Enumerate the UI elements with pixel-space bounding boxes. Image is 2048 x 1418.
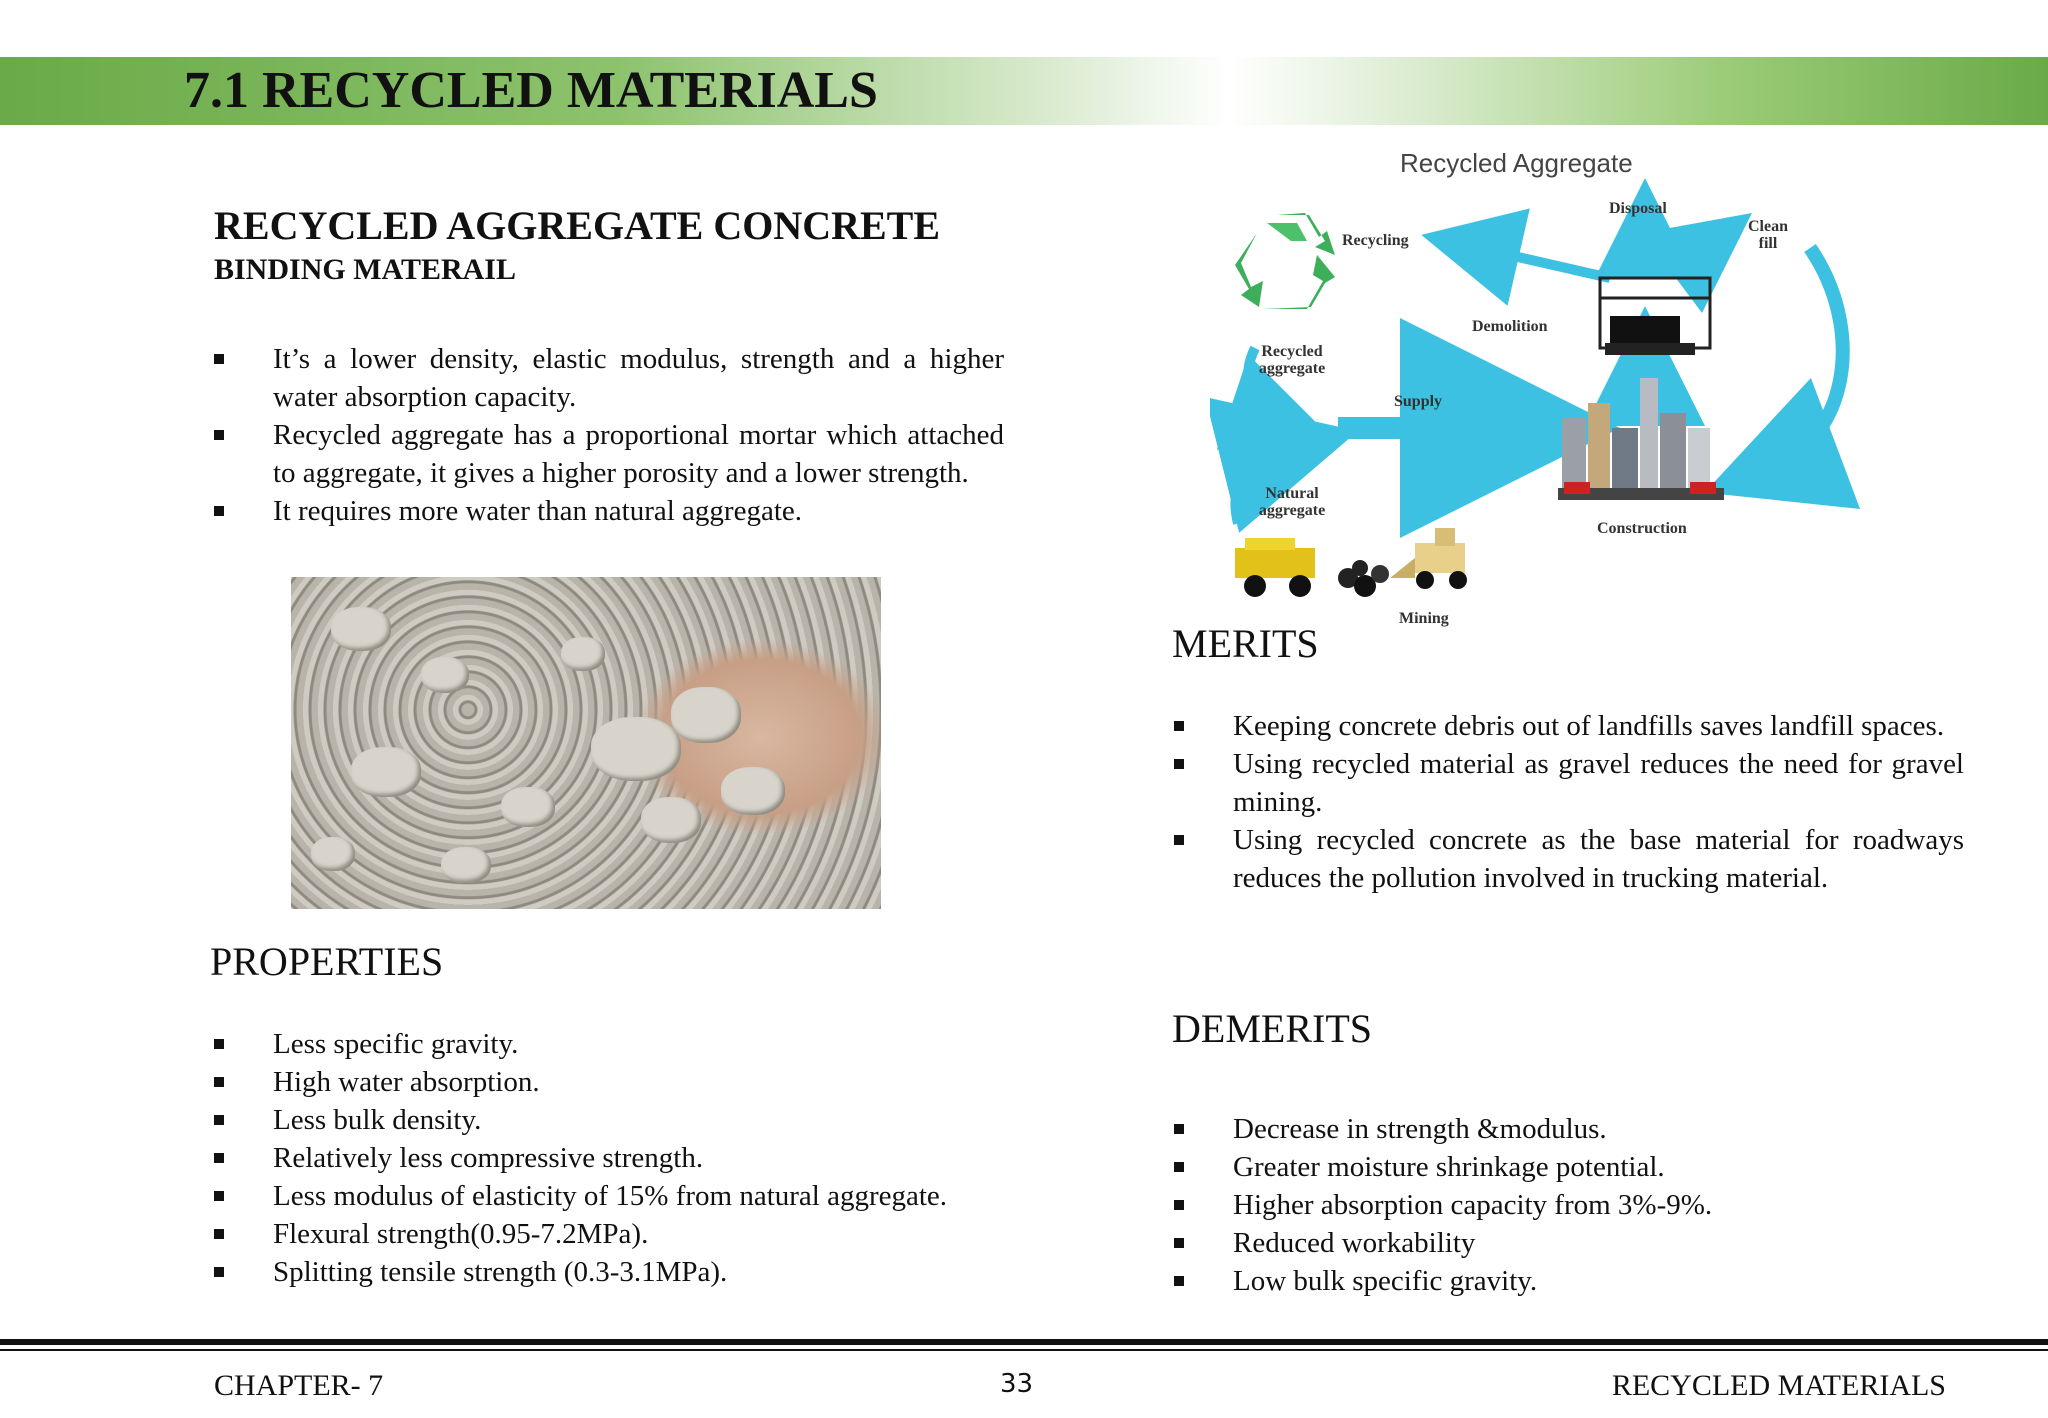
bullet-icon: [1174, 1276, 1184, 1286]
properties-list: [214, 1025, 1034, 1291]
intro-bullet-list: [214, 340, 1004, 530]
merits-heading: MERITS: [1172, 621, 1319, 666]
list-item: Less bulk density.: [214, 1101, 1034, 1139]
section-heading: RECYCLED AGGREGATE CONCRETE: [214, 203, 941, 248]
diagram-label-mining: Mining: [1399, 610, 1449, 627]
diagram-title: Recycled Aggregate: [1400, 148, 1633, 178]
list-item: High water absorption.: [214, 1063, 1034, 1101]
list-item: Higher absorption capacity from 3%-9%.: [1174, 1186, 1964, 1224]
page-number: 33: [1000, 1369, 1034, 1399]
properties-heading: PROPERTIES: [210, 939, 444, 984]
bullet-icon: [1174, 759, 1184, 769]
page-title: 7.1 RECYCLED MATERIALS: [184, 62, 878, 119]
demerits-list: [1174, 1110, 1964, 1300]
bullet-icon: [1174, 1238, 1184, 1248]
footer-section: RECYCLED MATERIALS: [1611, 1369, 1946, 1402]
diagram-label-natural-aggregate: Natural aggregate: [1258, 485, 1326, 519]
diagram-label-disposal: Disposal: [1609, 200, 1667, 217]
demolition-icon: [1600, 278, 1710, 355]
title-banner: [0, 57, 2048, 125]
bullet-icon: [214, 1229, 224, 1239]
recycled-aggregate-photo: [291, 577, 881, 909]
diagram-label-demolition: Demolition: [1472, 318, 1548, 335]
list-item: Recycled aggregate has a proportional mortar which attached to aggregate, it gives a higher porosity and a lower strength.: [214, 416, 1004, 492]
footer-rule-thin: [0, 1349, 2048, 1351]
demerits-heading: DEMERITS: [1172, 1006, 1372, 1051]
mining-truck-icon: [1235, 538, 1315, 597]
list-item: Less specific gravity.: [214, 1025, 1034, 1063]
merits-list: [1174, 707, 1964, 897]
list-item: It’s a lower density, elastic modulus, strength and a higher water absorption capacity.: [214, 340, 1004, 416]
list-item: Splitting tensile strength (0.3-3.1MPa).: [214, 1253, 1034, 1291]
list-item: Less modulus of elasticity of 15% from natural aggregate.: [214, 1177, 1034, 1215]
stones-icon: [1338, 560, 1389, 597]
list-item: Low bulk specific gravity.: [1174, 1262, 1964, 1300]
bullet-icon: [214, 1267, 224, 1277]
bullet-icon: [1174, 1200, 1184, 1210]
list-item: Using recycled material as gravel reduces the need for gravel mining.: [1174, 745, 1964, 821]
diagram-label-recycled-aggregate: Recycled aggregate: [1258, 343, 1326, 377]
list-item: Greater moisture shrinkage potential.: [1174, 1148, 1964, 1186]
footer-rule-thick: [0, 1339, 2048, 1345]
list-item: Using recycled concrete as the base material for roadways reduces the pollution involved in trucking material.: [1174, 821, 1964, 897]
bullet-icon: [214, 1153, 224, 1163]
recycled-aggregate-diagram: [1210, 138, 1870, 633]
bullet-icon: [1174, 1162, 1184, 1172]
footer-chapter: CHAPTER- 7: [214, 1369, 384, 1402]
bullet-icon: [214, 430, 224, 440]
recycle-icon: [1235, 213, 1335, 309]
diagram-label-supply: Supply: [1394, 393, 1443, 410]
diagram-label-construction: Construction: [1597, 520, 1687, 537]
bullet-icon: [1174, 1124, 1184, 1134]
list-item: Decrease in strength &modulus.: [1174, 1110, 1964, 1148]
bullet-icon: [1174, 721, 1184, 731]
wheel-loader-icon: [1390, 528, 1467, 589]
list-item: Reduced workability: [1174, 1224, 1964, 1262]
bullet-icon: [214, 1191, 224, 1201]
list-item: It requires more water than natural aggregate.: [214, 492, 1004, 530]
list-item: Flexural strength(0.95-7.2MPa).: [214, 1215, 1034, 1253]
list-item: Keeping concrete debris out of landfills saves landfill spaces.: [1174, 707, 1964, 745]
diagram-label-recycling: Recycling: [1342, 232, 1409, 249]
bullet-icon: [214, 1039, 224, 1049]
bullet-icon: [214, 354, 224, 364]
construction-icon: [1558, 378, 1724, 500]
diagram-label-clean-fill: Clean fill: [1748, 218, 1788, 252]
bullet-icon: [214, 506, 224, 516]
list-item: Relatively less compressive strength.: [214, 1139, 1034, 1177]
bullet-icon: [214, 1077, 224, 1087]
bullet-icon: [214, 1115, 224, 1125]
section-subheading: BINDING MATERAIL: [214, 253, 516, 286]
bullet-icon: [1174, 835, 1184, 845]
